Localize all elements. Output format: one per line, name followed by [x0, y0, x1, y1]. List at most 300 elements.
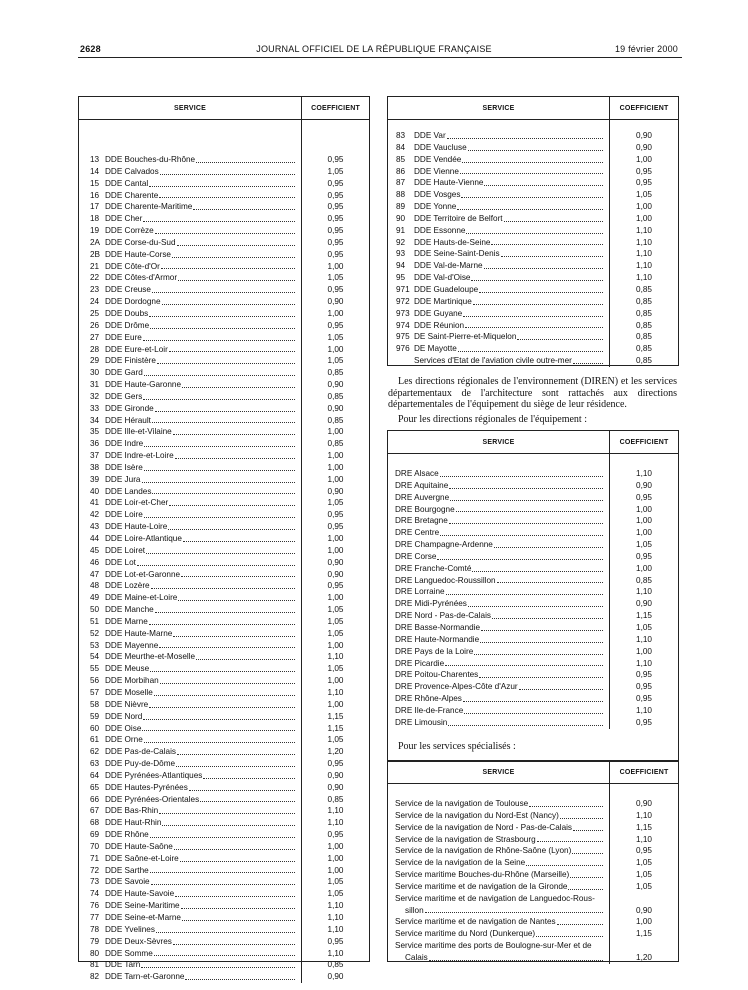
- service-name-text: DRE Nord - Pas-de-Calais: [395, 611, 492, 621]
- leader-dots: [143, 711, 295, 720]
- department-number: 62: [90, 747, 100, 757]
- table-row: [388, 225, 678, 237]
- table-row: [388, 857, 678, 869]
- service-name: [105, 486, 302, 498]
- coefficient-value: 0,95: [327, 226, 344, 236]
- coefficient-value: 1,15: [636, 929, 652, 939]
- department-number: 27: [90, 332, 100, 342]
- leader-dots: [150, 865, 295, 874]
- department-number: 24: [90, 297, 100, 307]
- leader-dots: [481, 622, 603, 631]
- leader-dots: [440, 468, 603, 477]
- department-number: 51: [90, 616, 100, 626]
- service-name: [388, 504, 610, 516]
- department-number: 65: [90, 782, 100, 792]
- service-name-text: DRE Centre: [395, 528, 440, 538]
- service-name-text: DE Mayotte: [414, 344, 457, 354]
- service-name: [105, 616, 302, 628]
- leader-dots: [160, 166, 295, 175]
- coefficient-value: 1,10: [327, 901, 344, 911]
- table-row: [79, 391, 369, 403]
- leader-dots: [479, 284, 603, 293]
- department-number: 44: [90, 534, 100, 543]
- service-name-line: [395, 905, 606, 917]
- table-row: [388, 515, 678, 527]
- table-row: [388, 130, 678, 142]
- service-name: [105, 474, 302, 486]
- coefficient-value: 0,95: [327, 936, 344, 946]
- service-name-text: DDE Seine-Saint-Denis: [414, 249, 500, 259]
- department-number: 93: [396, 249, 406, 259]
- service-name: [105, 782, 302, 794]
- leader-dots: [492, 610, 603, 619]
- leader-dots: [169, 344, 295, 353]
- leader-dots: [517, 331, 603, 340]
- service-name-text: DDE Hérault: [105, 415, 151, 425]
- service-name-text: DDE Cantal: [105, 178, 149, 188]
- service-name-text: DDE Essonne: [414, 225, 466, 235]
- table-row: [79, 841, 369, 853]
- leader-dots: [560, 810, 603, 819]
- service-name: [388, 881, 610, 893]
- service-name-text: sillon: [405, 905, 424, 915]
- service-name-text: DDE Côtes-d'Armor: [105, 273, 178, 283]
- coefficient-value: 0,90: [327, 770, 344, 780]
- service-name: [388, 822, 610, 834]
- coefficient-value: 0,85: [636, 344, 652, 354]
- leader-dots: [142, 474, 296, 483]
- service-name-text: DDE Indre: [105, 439, 144, 449]
- table-row: [388, 480, 678, 492]
- service-name-text: DDE Morbihan: [105, 676, 159, 686]
- coefficient-value: 0,95: [636, 694, 652, 704]
- table-row: [388, 622, 678, 634]
- table-row: [79, 628, 369, 640]
- department-number: 84: [396, 142, 406, 152]
- leader-dots: [425, 905, 603, 914]
- service-name: [414, 343, 610, 355]
- leader-dots: [445, 658, 603, 667]
- table-row: [388, 166, 678, 178]
- service-name: [388, 810, 610, 822]
- service-name: [414, 130, 610, 142]
- table-row: [79, 237, 369, 249]
- department-number: 41: [90, 498, 100, 508]
- service-name: [105, 344, 302, 356]
- coefficient-value: 1,00: [636, 563, 652, 573]
- department-number: 95: [396, 273, 406, 283]
- leader-dots: [146, 545, 295, 554]
- table-row: [388, 705, 678, 717]
- table-row: [388, 610, 678, 622]
- service-name-text: DDE Martinique: [414, 296, 472, 306]
- coefficient-value: 0,90: [636, 905, 652, 915]
- table-row: [388, 504, 678, 516]
- coefficient-value: 0,85: [636, 356, 652, 366]
- service-column-header: SERVICE: [79, 97, 302, 119]
- department-number: 92: [396, 237, 406, 247]
- table-row: [79, 450, 369, 462]
- service-name: [105, 545, 302, 557]
- service-name: [105, 391, 302, 403]
- table-row: [79, 533, 369, 545]
- table-row: [79, 379, 369, 391]
- coefficient-value: 1,00: [327, 534, 344, 543]
- table-header: [79, 97, 369, 120]
- table-row: [388, 717, 678, 729]
- coefficient-value: 1,10: [636, 469, 652, 478]
- department-number: 85: [396, 154, 406, 164]
- service-name-text: DDE Haute-Corse: [105, 249, 171, 259]
- service-name-text: DDE Haut-Rhin: [105, 818, 162, 828]
- service-name-text: DDE Puy-de-Dôme: [105, 759, 176, 769]
- table-row: [388, 869, 678, 881]
- department-number: 81: [90, 960, 100, 970]
- leader-dots: [151, 876, 295, 885]
- department-number: 90: [396, 213, 406, 223]
- department-number: 33: [90, 403, 100, 413]
- service-name: [105, 640, 302, 652]
- department-number: 40: [90, 486, 100, 496]
- leader-dots: [529, 798, 603, 807]
- table-row: [79, 509, 369, 521]
- table-row: [388, 527, 678, 539]
- service-name: [105, 592, 302, 604]
- coefficient-value: 1,10: [636, 237, 652, 247]
- department-number: 35: [90, 427, 100, 437]
- service-name: [388, 539, 610, 551]
- coefficient-value: 0,95: [636, 492, 652, 502]
- table-row: [388, 798, 678, 810]
- department-number: 74: [90, 889, 100, 899]
- leader-dots: [159, 190, 295, 199]
- service-name: [105, 497, 302, 509]
- department-number: 49: [90, 593, 100, 603]
- table-row: [79, 462, 369, 474]
- service-name: [414, 296, 610, 308]
- department-number: 37: [90, 451, 100, 461]
- service-name-text: DDE Yvelines: [105, 924, 155, 934]
- table-row: [388, 272, 678, 284]
- service-name: [105, 651, 302, 663]
- service-name: [105, 403, 302, 415]
- service-name: [105, 805, 302, 817]
- service-name: [105, 734, 302, 746]
- service-name: [105, 971, 302, 983]
- table-row: [388, 320, 678, 332]
- table-row: [388, 213, 678, 225]
- coefficient-value: 0,95: [327, 510, 344, 520]
- leader-dots: [437, 551, 603, 560]
- coefficient-value: 1,15: [327, 711, 344, 721]
- coefficient-value: 0,95: [327, 190, 344, 200]
- department-number: 36: [90, 439, 100, 449]
- table-row: [79, 971, 369, 983]
- service-name-text: DDE Pas-de-Calais: [105, 747, 176, 757]
- table-row: [79, 888, 369, 900]
- coefficient-value: 1,00: [636, 528, 652, 538]
- table-row: [388, 693, 678, 705]
- publication-date: 19 février 2000: [614, 44, 678, 54]
- leader-dots: [497, 575, 603, 584]
- leader-dots: [465, 320, 603, 329]
- service-name: [414, 308, 610, 320]
- service-name-text: DDE Seine-Maritime: [105, 901, 180, 911]
- table-row: [79, 900, 369, 912]
- table-row: [79, 569, 369, 581]
- coefficient-value: 1,00: [327, 841, 344, 851]
- department-number: 976: [396, 344, 410, 354]
- coefficient-column-header: COEFFICIENT: [311, 104, 360, 112]
- leader-dots: [501, 248, 603, 257]
- department-number: 19: [90, 226, 100, 236]
- coefficient-value: 0,95: [636, 166, 652, 176]
- service-name-text: DDE Vienne: [414, 166, 459, 176]
- service-name: [105, 332, 302, 344]
- coefficient-value: 1,05: [636, 540, 652, 550]
- service-name-text: DDE Corse-du-Sud: [105, 237, 176, 247]
- leader-dots: [149, 699, 295, 708]
- service-name: [414, 355, 610, 367]
- coefficient-value: 1,00: [636, 504, 652, 514]
- leader-dots: [150, 829, 295, 838]
- table-row: [79, 770, 369, 782]
- service-name-text: DRE Poitou-Charentes: [395, 670, 479, 680]
- service-name: [388, 610, 610, 622]
- department-number: 58: [90, 699, 100, 709]
- service-name: [105, 166, 302, 178]
- service-name-text: DDE Loiret: [105, 545, 146, 555]
- service-name-text: DRE Rhône-Alpes: [395, 694, 462, 704]
- service-name-text: DDE Vosges: [414, 190, 461, 200]
- department-number: 73: [90, 877, 100, 887]
- service-name-text: DDE Sarthe: [105, 865, 149, 875]
- service-name: [105, 959, 302, 971]
- coefficient-column-header: COEFFICIENT: [619, 438, 669, 446]
- service-name-text: DDE Tarn-et-Garonne: [105, 972, 185, 982]
- coefficient-value: 0,95: [636, 717, 652, 727]
- leader-dots: [471, 272, 603, 281]
- service-name: [105, 723, 302, 735]
- leader-dots: [150, 320, 295, 329]
- service-name: [105, 924, 302, 936]
- coefficient-value: 0,85: [327, 960, 344, 970]
- table-row: [388, 539, 678, 551]
- service-name: [105, 261, 302, 273]
- leader-dots: [156, 924, 295, 933]
- table-row: [79, 474, 369, 486]
- coefficient-value: 1,10: [327, 913, 344, 922]
- service-name: [388, 515, 610, 527]
- service-name: [388, 893, 610, 917]
- service-name-text: DRE Lorraine: [395, 587, 445, 597]
- table-row: [79, 959, 369, 971]
- leader-dots: [143, 213, 295, 222]
- department-number: 60: [90, 723, 100, 733]
- leader-dots: [193, 201, 295, 210]
- coefficient-value: 0,85: [636, 320, 652, 330]
- service-name: [388, 928, 610, 940]
- department-number: 68: [90, 818, 100, 828]
- coefficient-value: 1,05: [327, 664, 344, 674]
- service-name: [105, 367, 302, 379]
- leader-dots: [144, 438, 295, 447]
- coefficient-value: 1,10: [636, 587, 652, 597]
- service-name-text: DDE Corrèze: [105, 226, 154, 236]
- service-name-text: DDE Tarn: [105, 960, 141, 970]
- service-name: [388, 598, 610, 610]
- coefficient-value: 1,10: [327, 818, 344, 828]
- service-name-text: Service maritime et de navigation de la Gironde: [395, 881, 568, 891]
- leader-dots: [446, 586, 603, 595]
- department-number: 71: [90, 853, 100, 863]
- service-name: [414, 142, 610, 154]
- service-name-text: Service de la navigation de Toulouse: [395, 799, 529, 808]
- leader-dots: [150, 663, 295, 672]
- coefficient-value: 0,85: [327, 439, 344, 449]
- leader-dots: [573, 355, 603, 364]
- department-number: 34: [90, 415, 100, 425]
- service-name-text: DRE Haute-Normandie: [395, 634, 480, 644]
- service-name: [105, 699, 302, 711]
- leader-dots: [157, 355, 295, 364]
- service-name: [388, 622, 610, 634]
- leader-dots: [162, 296, 295, 305]
- service-name-text: DDE Moselle: [105, 687, 153, 697]
- service-name-text: Service de la navigation de Strasbourg: [395, 834, 536, 844]
- department-number: 63: [90, 759, 100, 769]
- table-row: [79, 746, 369, 758]
- coefficient-value: 0,95: [327, 202, 344, 212]
- coefficient-value: 0,90: [636, 142, 652, 152]
- service-name: [388, 869, 610, 881]
- service-name: [414, 154, 610, 166]
- coefficient-value: 1,00: [636, 646, 652, 656]
- leader-dots: [169, 497, 295, 506]
- leader-dots: [463, 308, 603, 317]
- coefficient-value: 0,95: [327, 285, 344, 295]
- table-row: [79, 261, 369, 273]
- service-name: [105, 426, 302, 438]
- service-name: [105, 355, 302, 367]
- coefficient-value: 1,00: [327, 593, 344, 603]
- table-row: [79, 190, 369, 202]
- leader-dots: [447, 130, 603, 139]
- service-name: [105, 272, 302, 284]
- department-number: 28: [90, 344, 100, 354]
- department-number: 14: [90, 166, 100, 176]
- table-row: [79, 497, 369, 509]
- table-row: [388, 154, 678, 166]
- leader-dots: [484, 177, 603, 186]
- coefficient-value: 1,00: [636, 516, 652, 526]
- department-number: 94: [396, 261, 406, 271]
- service-name-text: DDE Bas-Rhin: [105, 806, 159, 816]
- service-name: [105, 379, 302, 391]
- coefficient-value: 0,85: [327, 368, 344, 378]
- coefficient-value: 0,85: [636, 575, 652, 585]
- service-name: [414, 166, 610, 178]
- service-name-text: DE Saint-Pierre-et-Miquelon: [414, 332, 517, 342]
- coefficient-value: 1,05: [327, 605, 344, 615]
- service-name: [105, 249, 302, 261]
- coefficient-value: 0,95: [327, 214, 344, 224]
- coefficient-value: 1,05: [327, 735, 344, 745]
- coefficient-value: 0,95: [636, 551, 652, 561]
- department-number: 29: [90, 356, 100, 366]
- department-number: 42: [90, 510, 100, 520]
- table-row: [388, 260, 678, 272]
- service-name-text: DDE Haute-Garonne: [105, 380, 181, 390]
- department-number: 52: [90, 628, 100, 638]
- leader-dots: [176, 758, 295, 767]
- service-name: [414, 213, 610, 225]
- table-row: [388, 658, 678, 670]
- table-row: [79, 284, 369, 296]
- leader-dots: [196, 651, 295, 660]
- coefficient-value: 1,00: [327, 451, 344, 461]
- dre-table: [387, 430, 679, 762]
- table-row: [79, 201, 369, 213]
- column-divider: [301, 120, 302, 983]
- leader-dots: [149, 308, 295, 317]
- service-name: [105, 178, 302, 190]
- service-name-text: DDE Eure: [105, 332, 142, 342]
- service-name-text: DDE Orne: [105, 735, 143, 745]
- service-name-text: Service maritime du Nord (Dunkerque): [395, 929, 536, 939]
- table-row: [79, 272, 369, 284]
- specialized-intro-paragraph: Pour les services spécialisés :: [398, 741, 516, 752]
- department-number: 77: [90, 913, 100, 922]
- table-row: [79, 616, 369, 628]
- service-name-text: DDE Réunion: [414, 320, 465, 330]
- service-name: [414, 189, 610, 201]
- coefficient-value: 0,90: [327, 297, 344, 307]
- department-number: 83: [396, 131, 406, 140]
- coefficient-value: 0,90: [327, 972, 344, 982]
- department-number: 31: [90, 380, 100, 390]
- service-name-text: DDE Territoire de Belfort: [414, 213, 503, 223]
- leader-dots: [536, 928, 603, 937]
- department-number: 57: [90, 687, 100, 697]
- coefficient-value: 0,85: [636, 308, 652, 318]
- table-row: [388, 916, 678, 928]
- department-number: 66: [90, 794, 100, 804]
- leader-dots: [168, 521, 295, 530]
- service-name: [105, 687, 302, 699]
- service-name-text: DDE Maine-et-Loire: [105, 593, 178, 603]
- leader-dots: [143, 391, 295, 400]
- dre-intro-paragraph: Pour les directions régionales de l'équipement :: [398, 414, 587, 425]
- service-name-text: DDE Dordogne: [105, 297, 161, 307]
- service-name: [388, 646, 610, 658]
- service-name: [414, 284, 610, 296]
- service-column-header: SERVICE: [388, 431, 610, 453]
- table-row: [79, 723, 369, 735]
- service-name-text: DDE Hautes-Pyrénées: [105, 782, 188, 792]
- service-name: [414, 272, 610, 284]
- coefficient-value: 0,95: [327, 155, 344, 164]
- coefficient-column-header: COEFFICIENT: [619, 104, 669, 112]
- leader-dots: [173, 936, 295, 945]
- leader-dots: [450, 492, 603, 501]
- service-name-text: DRE Limousin: [395, 717, 448, 727]
- leader-dots: [200, 794, 295, 803]
- service-name: [105, 308, 302, 320]
- table-row: [388, 343, 678, 355]
- coefficient-value: 1,10: [636, 225, 652, 235]
- table-row: [388, 646, 678, 658]
